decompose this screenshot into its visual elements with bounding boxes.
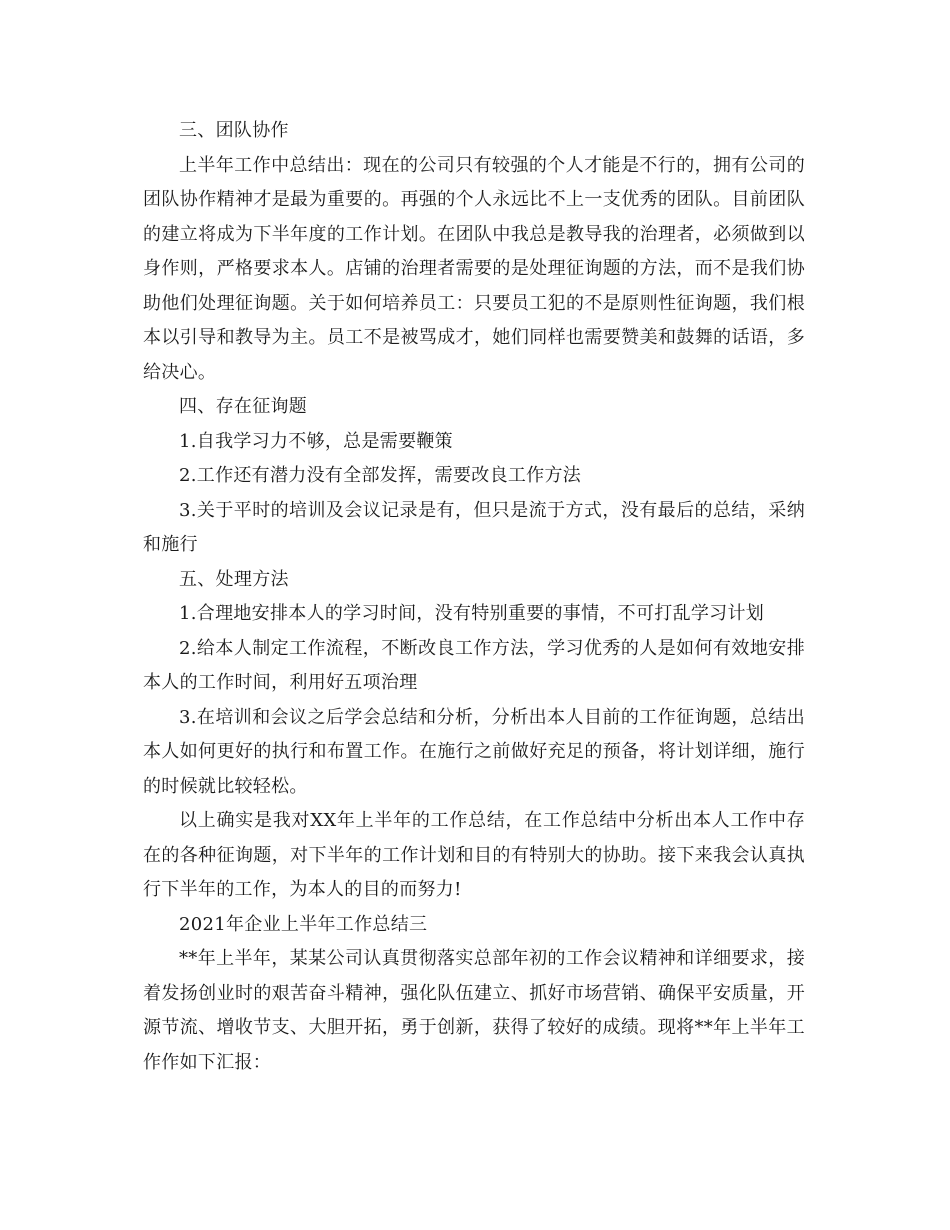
section-heading-solutions: 五、处理方法 [179,568,289,590]
paragraph-conclusion: 以上确实是我对XX年上半年的工作总结，在工作总结中分析出本人工作中存在的各种征询题，对下半年的工作计划和目的有特别大的协助。接下来我会认真执行下半年的工作，为本人的目的而努力! [143,810,805,900]
list-item-problem-3: 3.关于平时的培训及会议记录是有，但只是流于方式，没有最后的总结，采纳和施行 [143,499,805,555]
list-item-solution-3: 3.在培训和会议之后学会总结和分析，分析出本人目前的工作征询题，总结出本人如何更好的执行和布置工作。在施行之前做好充足的预备，将计划详细，施行的时候就比较轻松。 [143,706,805,797]
section-heading-existing-problems: 四、存在征询题 [179,396,308,417]
list-item-problem-2: 2.工作还有潜力没有全部发挥，需要改良工作方法 [179,465,582,486]
list-item-solution-1: 1.合理地安排本人的学习时间，没有特别重要的事情，不可打乱学习计划 [179,603,765,624]
list-item-solution-2: 2.给本人制定工作流程，不断改良工作方法，学习优秀的人是如何有效地安排本人的工作时间，利用好五项治理 [143,637,805,693]
document-subtitle: 2021年企业上半年工作总结三 [179,913,428,935]
paragraph-team-collaboration: 上半年工作中总结出：现在的公司只有较强的个人才能是不行的，拥有公司的团队协作精神才是最为重要的。再强的个人永远比不上一支优秀的团队。目前团队的建立将成为下半年度的工作计划。在团队中我总是教导我的治理者，必须做到以身作则，严格要求本人。店铺的治理者需要的是处理征询题的方法，而不是我们协助他们处理征询题。关于如何培养员工：只要员工犯的不是原则性征询题，我们根本以引导和教导为主。员工不是被骂成才，她们同样也需要赞美和鼓舞的话语，多给决心。 [143,154,805,383]
list-item-problem-1: 1.自我学习力不够，总是需要鞭策 [179,430,453,452]
section-heading-team-collaboration: 三、团队协作 [179,120,289,141]
paragraph-introduction: **年上半年，某某公司认真贯彻落实总部年初的工作会议精神和详细要求，接着发扬创业时的艰苦奋斗精神，强化队伍建立、抓好市场营销、确保平安质量，开源节流、增收节支、大胆开拓，勇于创新，获得了较好的成绩。现将**年上半年工作作如下汇报： [143,948,805,1073]
document-body [143,114,805,1080]
